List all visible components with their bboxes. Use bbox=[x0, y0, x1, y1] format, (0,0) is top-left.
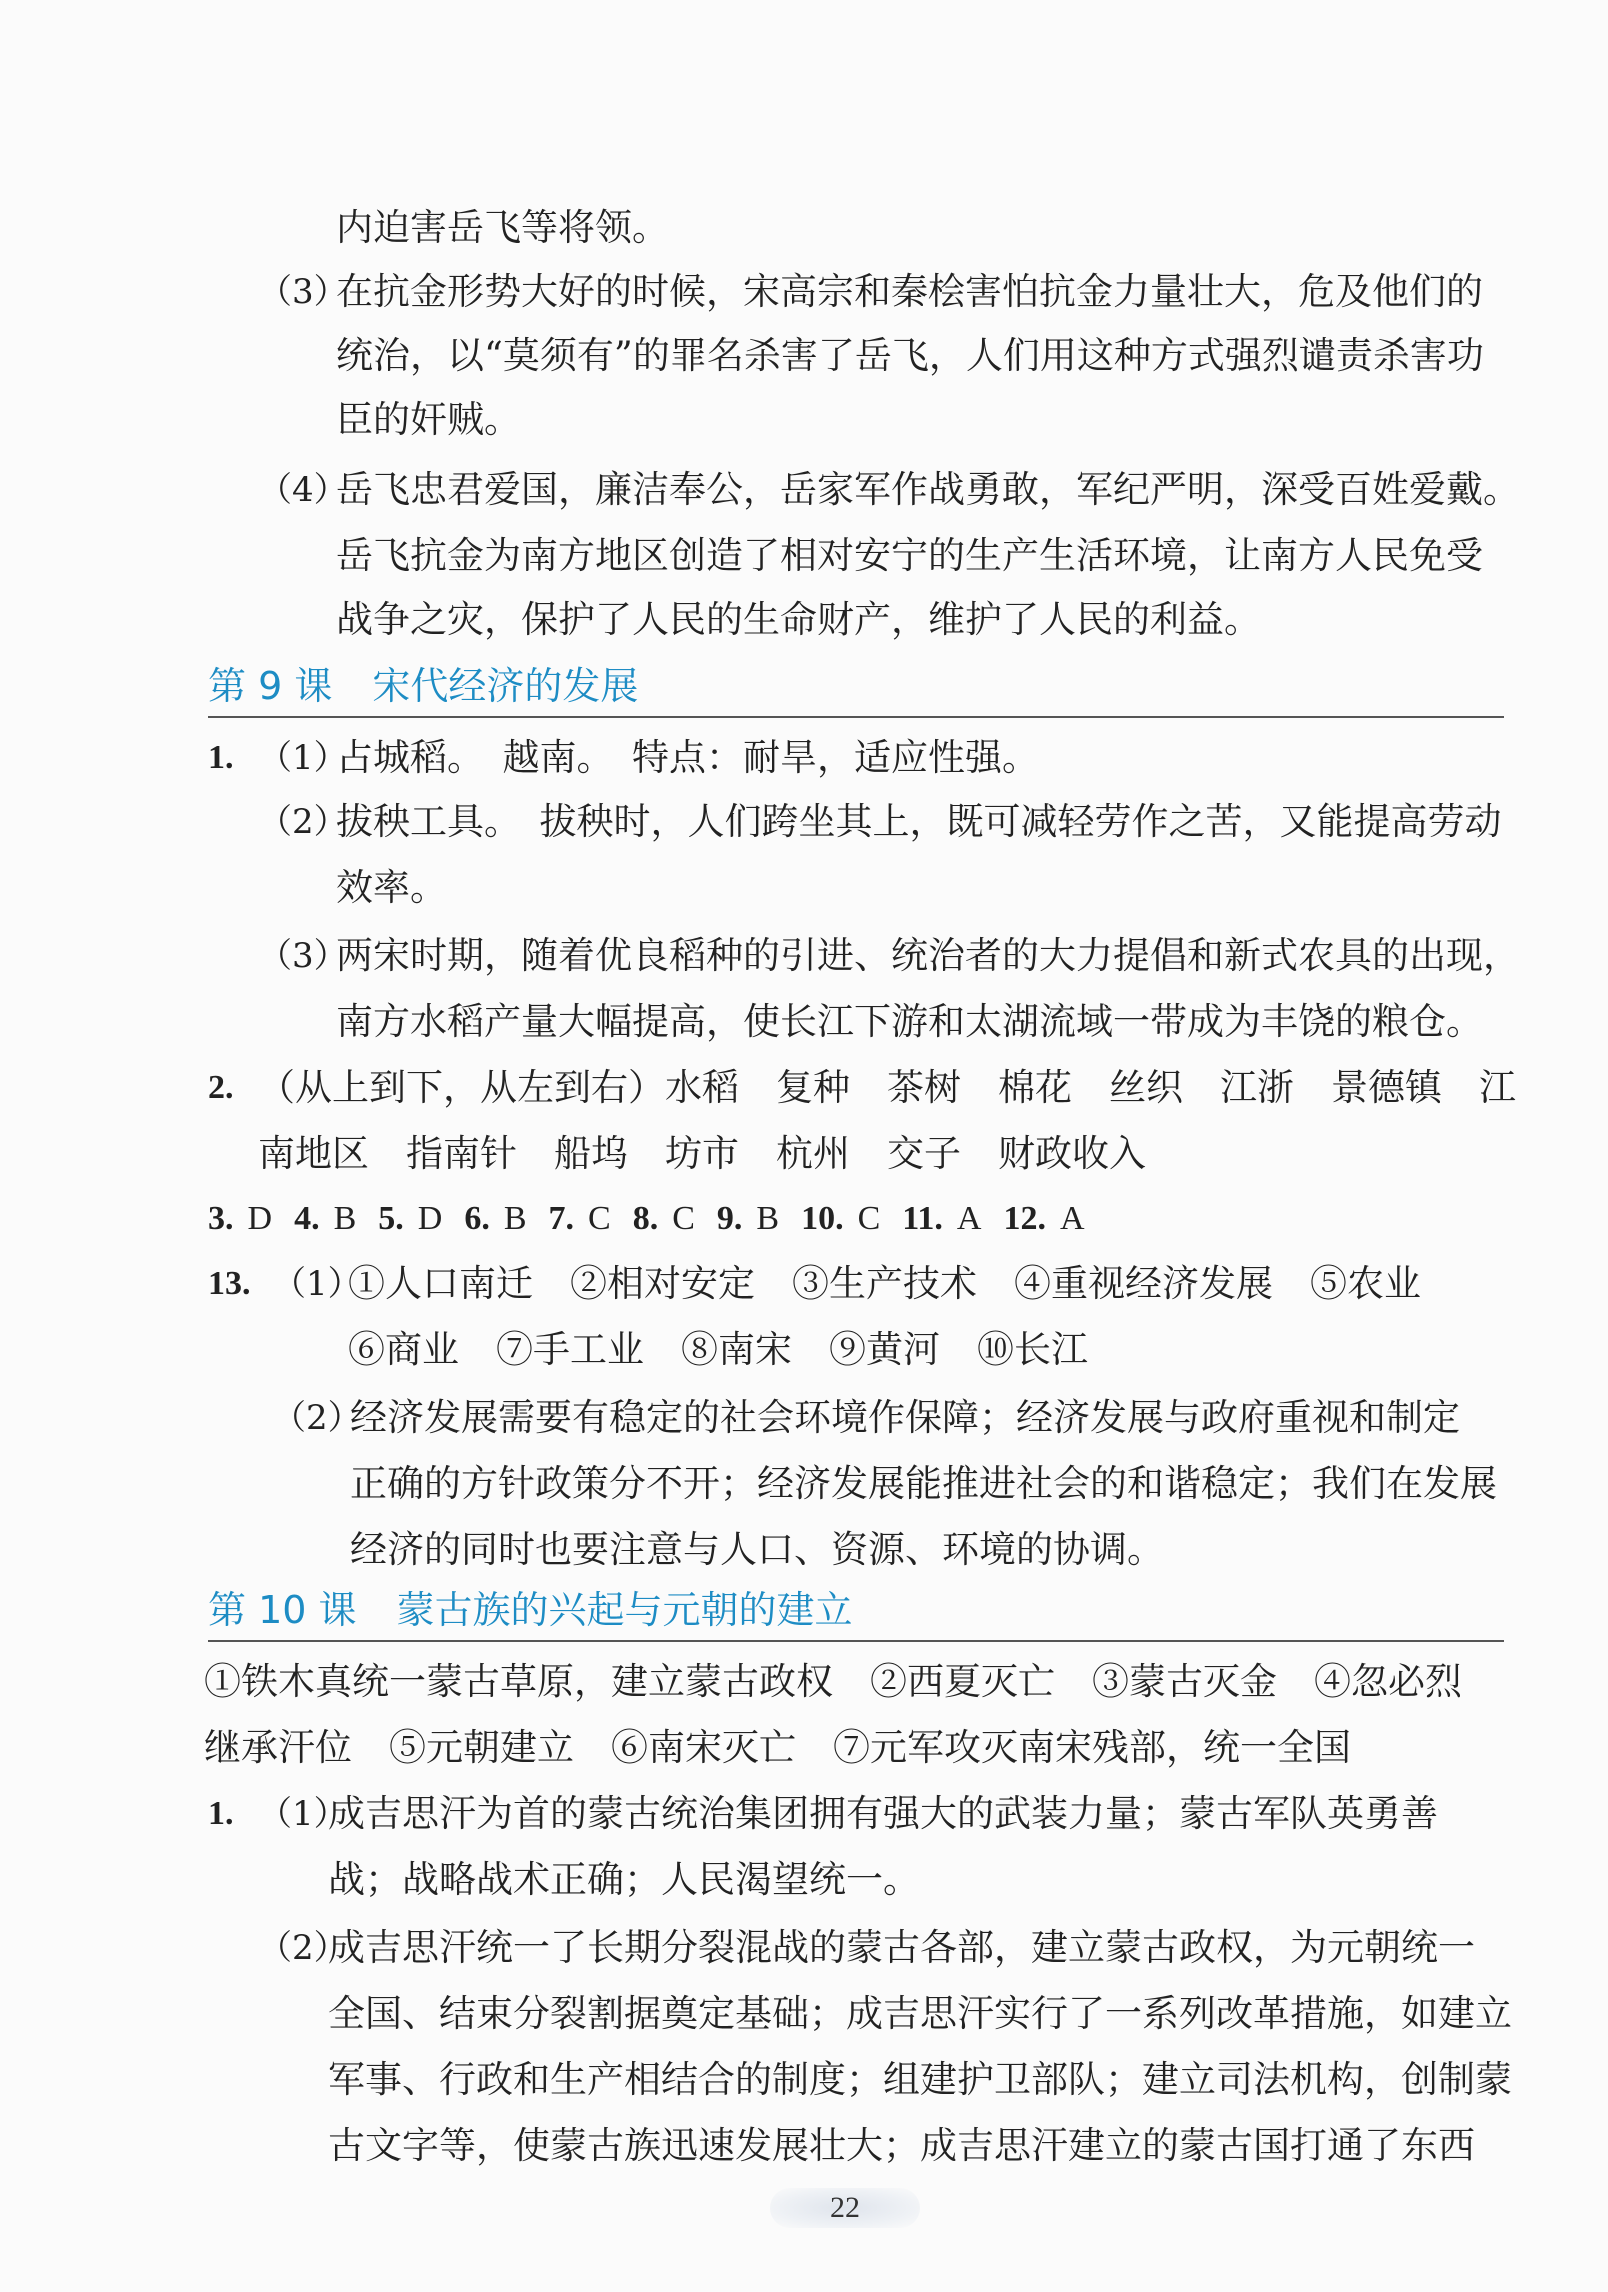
mc-question-number: 11. bbox=[902, 1200, 943, 1237]
sub-marker: （2） bbox=[258, 1928, 348, 1968]
mc-question-number: 3. bbox=[208, 1200, 234, 1237]
text-line: 效率。 bbox=[336, 866, 447, 909]
mc-question-number: 7. bbox=[548, 1200, 574, 1237]
text-line: 军事、行政和生产相结合的制度；组建护卫部队；建立司法机构，创制蒙 bbox=[328, 2058, 1512, 2101]
text-line: 全国、结束分裂割据奠定基础；成吉思汗实行了一系列改革措施，如建立 bbox=[328, 1992, 1512, 2035]
sub-marker: （3） bbox=[258, 936, 348, 976]
text-line: 岳飞抗金为南方地区创造了相对安宁的生产生活环境，让南方人民免受 bbox=[336, 534, 1483, 577]
text-line: 在抗金形势大好的时候，宋高宗和秦桧害怕抗金力量壮大，危及他们的 bbox=[336, 270, 1483, 313]
lesson-label: 第 9 课 bbox=[208, 664, 333, 708]
mc-answer: D bbox=[417, 1200, 443, 1237]
question-number: 1. bbox=[208, 739, 234, 776]
text-line: 继承汗位 ⑤元朝建立 ⑥南宋灭亡 ⑦元军攻灭南宋残部，统一全国 bbox=[204, 1726, 1351, 1769]
sub-marker: （4） bbox=[258, 470, 348, 510]
text-line: 南方水稻产量大幅提高，使长江下游和太湖流域一带成为丰饶的粮仓。 bbox=[336, 1000, 1483, 1043]
text-line: 两宋时期，随着优良稻种的引进、统治者的大力提倡和新式农具的出现， bbox=[336, 934, 1520, 977]
sub-marker: （1） bbox=[258, 738, 348, 778]
sub-marker: （1） bbox=[258, 1794, 348, 1834]
text-line: 成吉思汗统一了长期分裂混战的蒙古各部，建立蒙古政权，为元朝统一 bbox=[328, 1926, 1475, 1969]
question-number: 13. bbox=[208, 1265, 251, 1302]
text-line: 正确的方针政策分不开；经济发展能推进社会的和谐稳定；我们在发展 bbox=[350, 1462, 1497, 1505]
text-line: ①铁木真统一蒙古草原，建立蒙古政权 ②西夏灭亡 ③蒙古灭金 ④忽必烈 bbox=[204, 1660, 1462, 1703]
mc-question-number: 10. bbox=[801, 1200, 844, 1237]
text-line: ①人口南迁 ②相对安定 ③生产技术 ④重视经济发展 ⑤农业 bbox=[348, 1262, 1421, 1305]
page-number: 22 bbox=[770, 2188, 920, 2228]
mc-question-number: 8. bbox=[632, 1200, 659, 1237]
text-line: 战争之灾，保护了人民的生命财产，维护了人民的利益。 bbox=[336, 598, 1261, 641]
lesson-9-heading bbox=[208, 660, 1504, 718]
mc-answer: C bbox=[857, 1200, 881, 1237]
lesson-10-heading bbox=[208, 1584, 1504, 1642]
text-line: 成吉思汗为首的蒙古统治集团拥有强大的武装力量；蒙古军队英勇善 bbox=[328, 1792, 1438, 1835]
sub-marker: （2） bbox=[258, 802, 348, 842]
question-number: 2. bbox=[208, 1069, 234, 1106]
text-line: （从上到下，从左到右）水稻 复种 茶树 棉花 丝织 江浙 景德镇 江 bbox=[258, 1066, 1516, 1109]
mc-question-number: 5. bbox=[378, 1200, 404, 1237]
text-line: 内迫害岳飞等将领。 bbox=[336, 206, 669, 249]
mc-answer: C bbox=[588, 1200, 611, 1237]
lesson-title: 蒙古族的兴起与元朝的建立 bbox=[396, 1588, 853, 1632]
text-line: ⑥商业 ⑦手工业 ⑧南宋 ⑨黄河 ⑩长江 bbox=[348, 1328, 1088, 1371]
mc-question-number: 9. bbox=[716, 1200, 743, 1237]
text-line: 占城稻。 越南。 特点：耐旱，适应性强。 bbox=[336, 736, 1039, 779]
mc-question-number: 4. bbox=[294, 1200, 320, 1237]
text-line: 战；战略战术正确；人民渴望统一。 bbox=[328, 1858, 920, 1901]
mc-answer: A bbox=[1059, 1200, 1085, 1237]
lesson-title: 宋代经济的发展 bbox=[372, 664, 639, 708]
mc-answer: C bbox=[672, 1200, 695, 1237]
mc-question-number: 12. bbox=[1003, 1200, 1046, 1237]
sub-marker: （3） bbox=[258, 272, 348, 312]
text-line: 南地区 指南针 船坞 坊市 杭州 交子 财政收入 bbox=[258, 1132, 1146, 1175]
sub-marker: （2） bbox=[272, 1398, 362, 1438]
mc-answer: D bbox=[247, 1200, 273, 1237]
text-line: 拔秧工具。 拔秧时，人们跨坐其上，既可减轻劳作之苦，又能提高劳动 bbox=[336, 800, 1502, 843]
mc-answer: A bbox=[956, 1200, 982, 1237]
text-line: 臣的奸贼。 bbox=[336, 398, 521, 441]
multiple-choice-answers bbox=[208, 1196, 1107, 1241]
text-line: 古文字等，使蒙古族迅速发展壮大；成吉思汗建立的蒙古国打通了东西 bbox=[328, 2124, 1475, 2167]
question-number: 1. bbox=[208, 1795, 234, 1832]
text-line: 经济的同时也要注意与人口、资源、环境的协调。 bbox=[350, 1528, 1164, 1571]
mc-answer: B bbox=[756, 1200, 780, 1237]
text-line: 岳飞忠君爱国，廉洁奉公，岳家军作战勇敢，军纪严明，深受百姓爱戴。 bbox=[336, 468, 1520, 511]
mc-answer: B bbox=[333, 1200, 357, 1237]
mc-answer: B bbox=[503, 1200, 527, 1237]
text-line: 统治，以“莫须有”的罪名杀害了岳飞，人们用这种方式强烈谴责杀害功 bbox=[336, 334, 1484, 377]
sub-marker: （1） bbox=[272, 1264, 362, 1304]
mc-question-number: 6. bbox=[464, 1200, 490, 1237]
text-line: 经济发展需要有稳定的社会环境作保障；经济发展与政府重视和制定 bbox=[350, 1396, 1460, 1439]
lesson-label: 第 10 课 bbox=[208, 1588, 357, 1632]
